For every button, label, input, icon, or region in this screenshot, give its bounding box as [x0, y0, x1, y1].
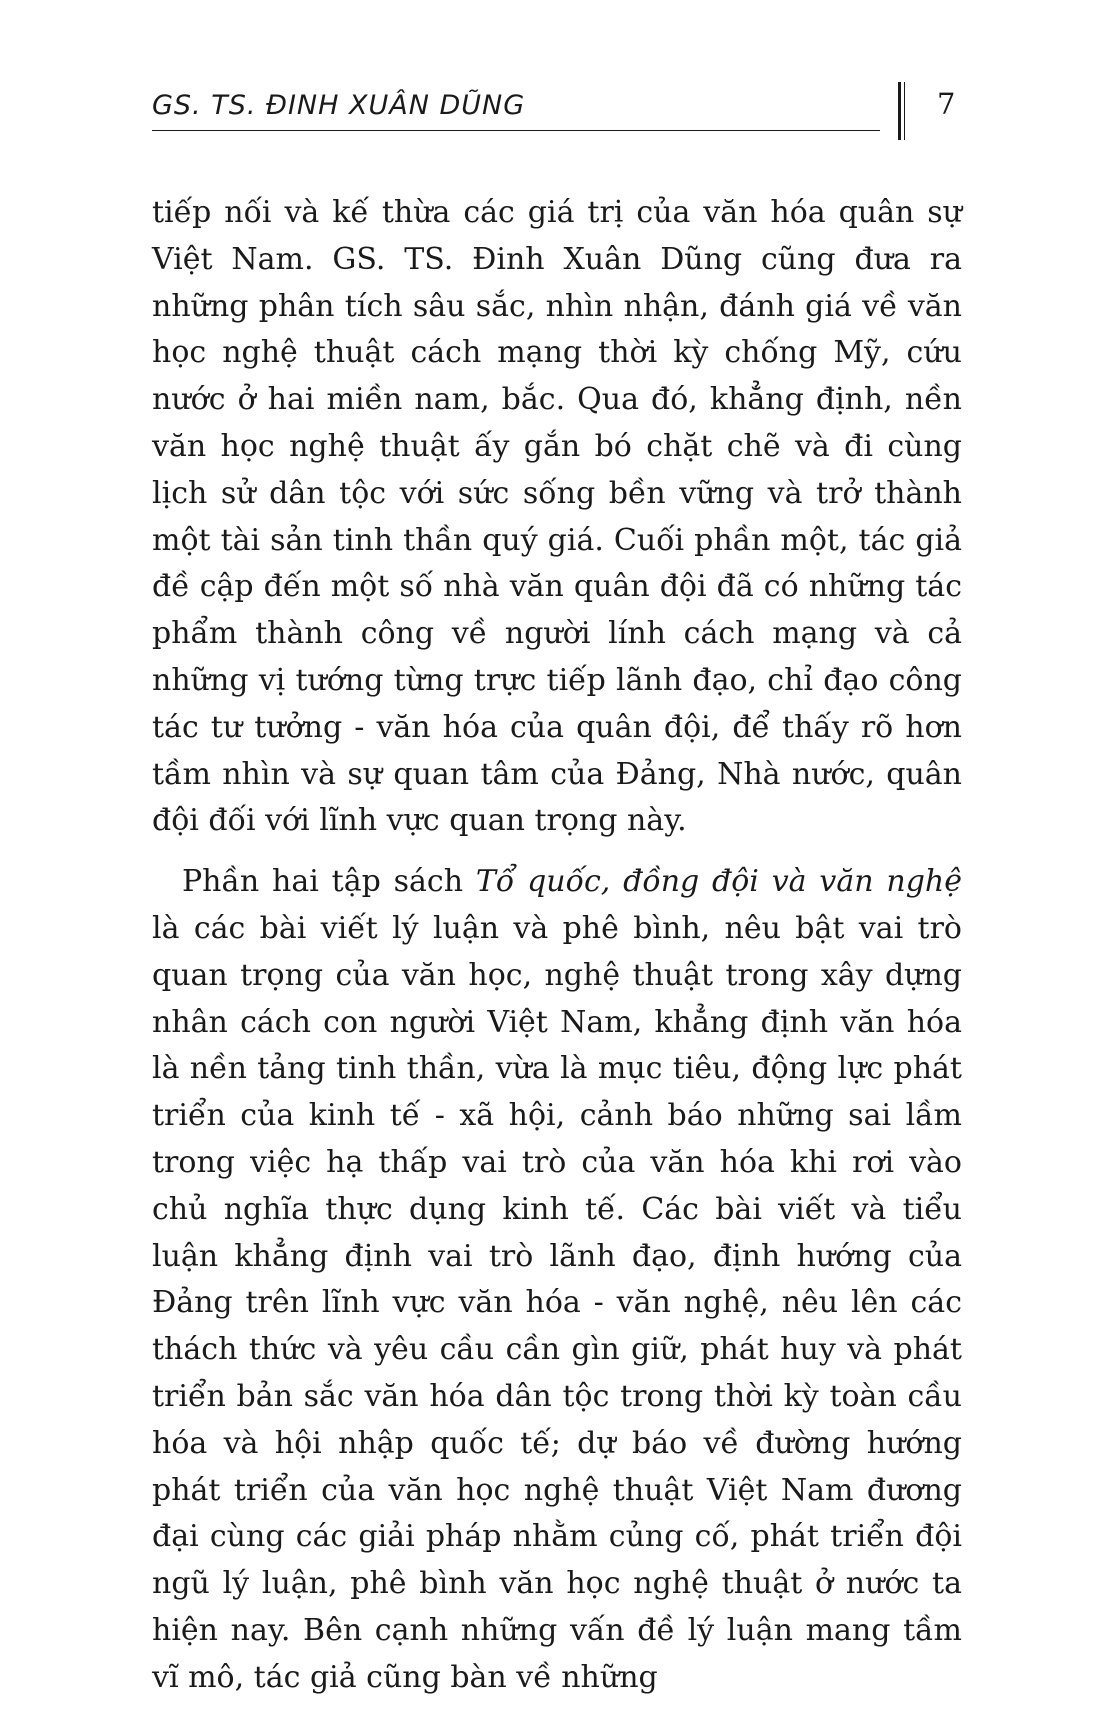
body-text	[152, 190, 962, 1702]
paragraph-2-lead: Phần hai tập sách	[182, 864, 476, 900]
paragraph-1: tiếp nối và kế thừa các giá trị của văn hóa quân sự Việt Nam. GS. TS. Đinh Xuân Dũng cũng đưa ra những phân tích sâu sắc, nhìn nhận, đánh giá về văn học nghệ thuật cách mạng thời kỳ chống Mỹ, cứu nước ở hai miền nam, bắc. Qua đó, khẳng định, nền văn học nghệ thuật ấy gắn bó chặt chẽ và đi cùng lịch sử dân tộc với sức sống bền vững và trở thành một tài sản tinh thần quý giá. Cuối phần một, tác giả đề cập đến một số nhà văn quân đội đã có những tác phẩm thành công về người lính cách mạng và cả những vị tướng từng trực tiếp lãnh đạo, chỉ đạo công tác tư tưởng - văn hóa của quân đội, để thấy rõ hơn tầm nhìn và sự quan tâm của Đảng, Nhà nước, quân đội đối với lĩnh vực quan trọng này.	[152, 195, 962, 839]
paragraph-2	[152, 859, 962, 1701]
paragraph-2-rest: là các bài viết lý luận và phê bình, nêu bật vai trò quan trọng của văn học, nghệ thuật trong xây dựng nhân cách con người Việt Nam, khẳng định văn hóa là nền tảng tinh thần, vừa là mục tiêu, động lực phát triển của kinh tế - xã hội, cảnh báo những sai lầm trong việc hạ thấp vai trò của văn hóa khi rơi vào chủ nghĩa thực dụng kinh tế. Các bài viết và tiểu luận khẳng định vai trò lãnh đạo, định hướng của Đảng trên lĩnh vực văn hóa - văn nghệ, nêu lên các thách thức và yêu cầu cần gìn giữ, phát huy và phát triển bản sắc văn hóa dân tộc trong thời kỳ toàn cầu hóa và hội nhập quốc tế; dự báo về đường hướng phát triển của văn học nghệ thuật Việt Nam đương đại cùng các giải pháp nhằm củng cố, phát triển đội ngũ lý luận, phê bình văn học nghệ thuật ở nước ta hiện nay. Bên cạnh những vấn đề lý luận mang tầm vĩ mô, tác giả cũng bàn về những	[152, 910, 962, 1695]
page-header	[152, 82, 956, 142]
page-number: 7	[937, 87, 956, 121]
header-rule	[152, 130, 880, 131]
book-title: Tổ quốc, đồng đội và văn nghệ	[475, 864, 962, 900]
header-divider-bar	[898, 82, 905, 140]
running-head-author: GS. TS. ĐINH XUÂN DŨNG	[152, 90, 526, 121]
